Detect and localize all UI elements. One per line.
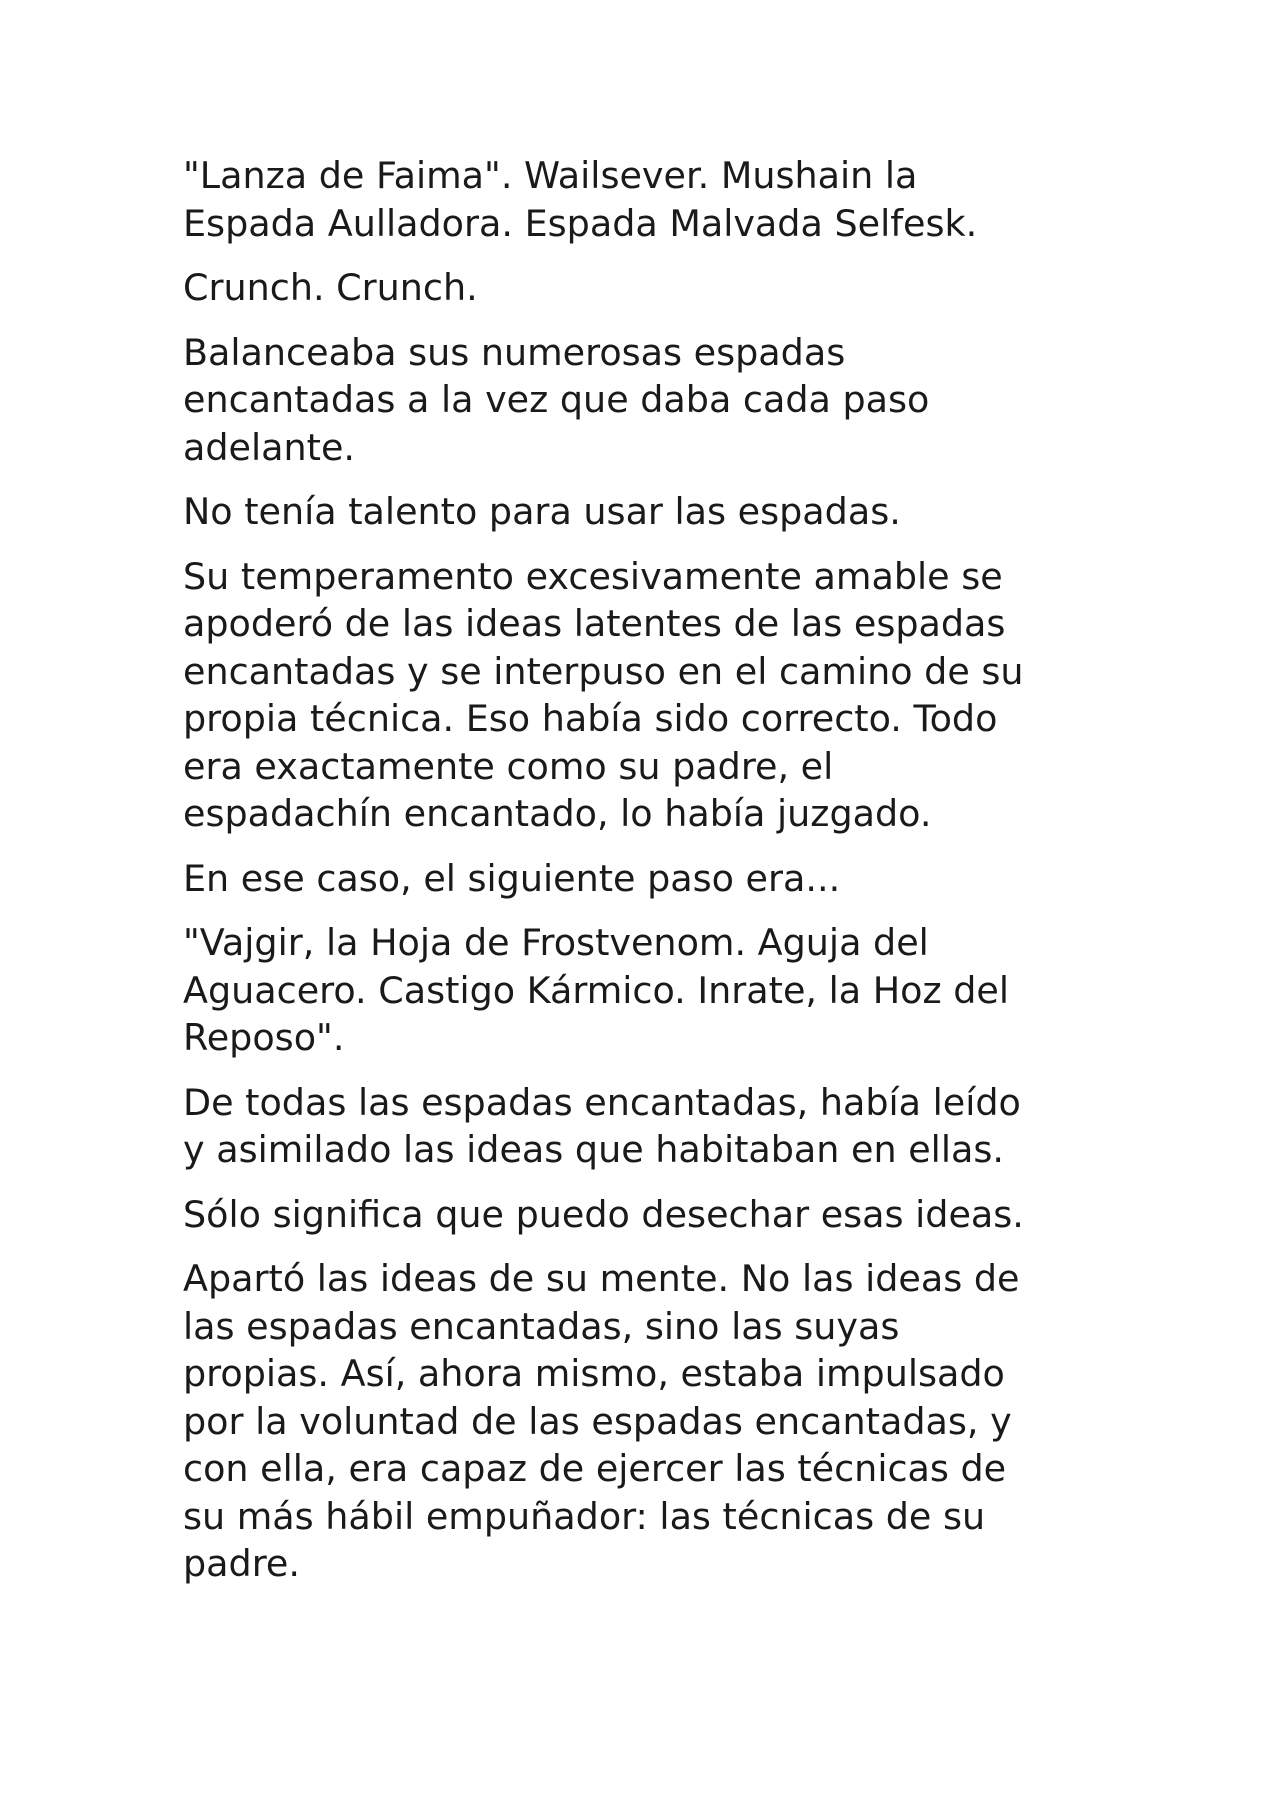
paragraph-7: "Vajgir, la Hoja de Frostvenom. Aguja del Aguacero. Castigo Kármico. Inrate, la Hoz del Reposo". [183, 921, 1010, 1059]
paragraph-3: Balanceaba sus numerosas espadas encantadas a la vez que daba cada paso adelante. [183, 330, 930, 469]
document-page [183, 152, 1103, 1605]
paragraph-8: De todas las espadas encantadas, había leído y asimilado las ideas que habitaban en ellas. [183, 1080, 1021, 1171]
paragraph-2: Crunch. Crunch. [183, 266, 478, 309]
paragraph-9: Sólo significa que puedo desechar esas ideas. [183, 1192, 1024, 1236]
paragraph-4: No tenía talento para usar las espadas. [183, 490, 901, 533]
paragraph-1: "Lanza de Faima". Wailsever. Mushain la Espada Aulladora. Espada Malvada Selfesk. [183, 154, 978, 245]
paragraph-10: Apartó las ideas de su mente. No las ideas de las espadas encantadas, sino las suyas propias. Así, ahora mismo, estaba impulsado por la voluntad de las espadas encantadas, y con ella, era capaz de ejercer las técnicas de su más hábil empuñador: las técnicas de su padre. [183, 1257, 1020, 1585]
paragraph-6: En ese caso, el siguiente paso era... [183, 856, 841, 900]
paragraph-5: Su temperamento excesivamente amable se apoderó de las ideas latentes de las espadas encantadas y se interpuso en el camino de su propia técnica. Eso había sido correcto. Todo era exactamente como su padre, el espadachín encantado, lo había juzgado. [183, 554, 1024, 835]
